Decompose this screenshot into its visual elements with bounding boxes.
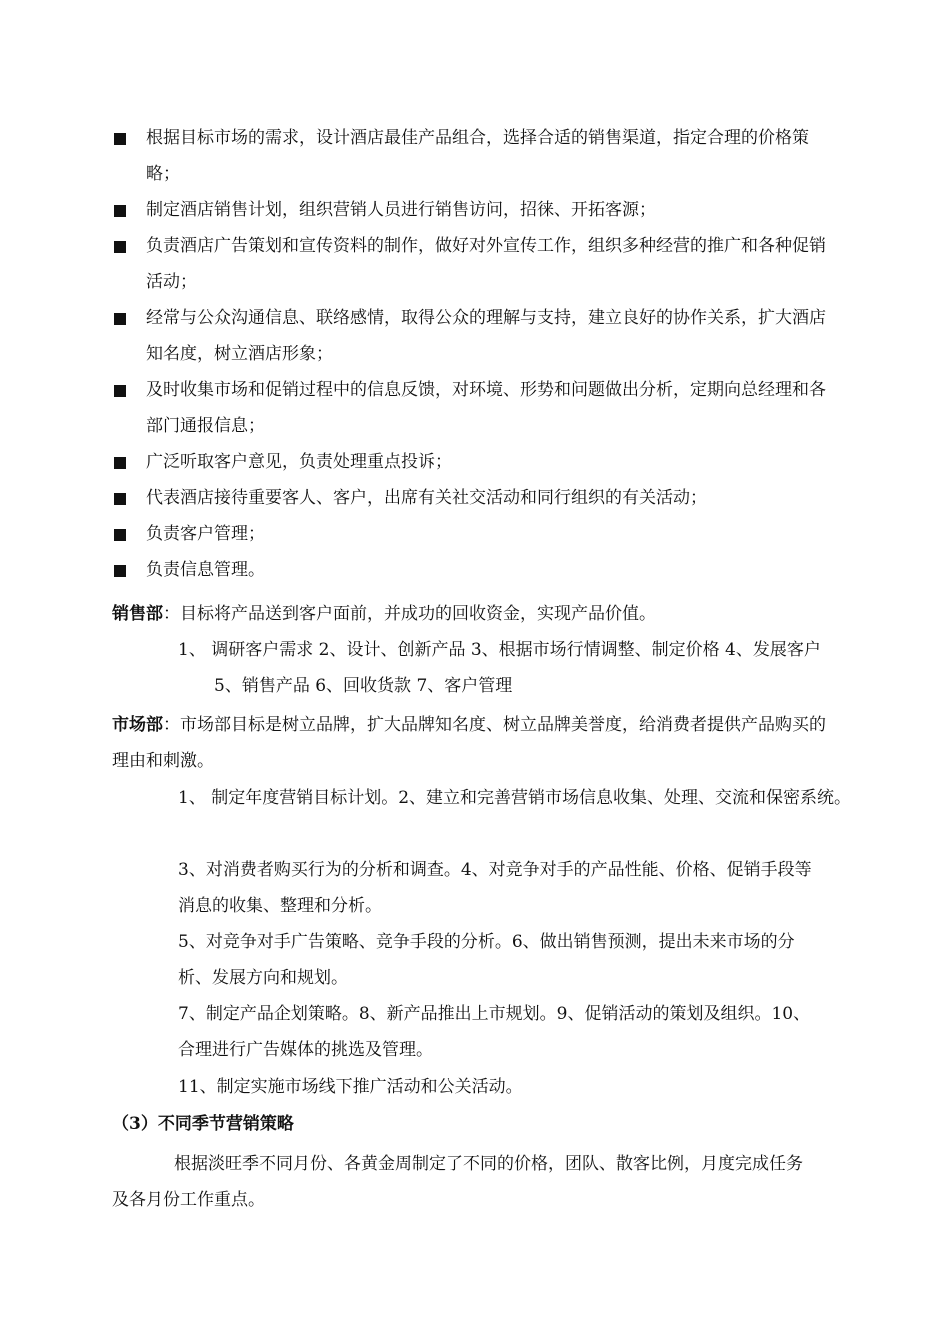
market-dept-text: ：市场部目标是树立品牌，扩大品牌知名度、树立品牌美誉度，给消费者提供产品购买的理由和刺激。 xyxy=(112,715,826,771)
list-item: 负责信息管理。 xyxy=(112,552,832,588)
responsibility-list xyxy=(112,120,832,588)
sales-tasks: 1、 调研客户需求 2、设计、创新产品 3、根据市场行情调整、制定价格 4、发展客户 5、销售产品 6、回收货款 7、客户管理 xyxy=(178,640,821,696)
list-item: 负责客户管理； xyxy=(112,516,832,552)
square-bullet-icon xyxy=(114,529,126,541)
list-item: 根据目标市场的需求，设计酒店最佳产品组合，选择合适的销售渠道，指定合理的价格策略； xyxy=(112,120,832,192)
market-task-11: 11、制定实施市场线下推广活动和公关活动。 xyxy=(178,1077,523,1097)
square-bullet-icon xyxy=(114,313,126,325)
market-dept-label: 市场部 xyxy=(112,715,163,735)
list-item: 制定酒店销售计划，组织营销人员进行销售访问，招徕、开拓客源； xyxy=(112,192,832,228)
square-bullet-icon xyxy=(114,133,126,145)
square-bullet-icon xyxy=(114,565,126,577)
list-item: 经常与公众沟通信息、联络感情，取得公众的理解与支持，建立良好的协作关系，扩大酒店知名度，树立酒店形象； xyxy=(112,300,832,372)
sales-dept-label: 销售部 xyxy=(112,604,163,624)
section-paragraph: 根据淡旺季不同月份、各黄金周制定了不同的价格，团队、散客比例，月度完成任务及各月份工作重点。 xyxy=(112,1154,803,1210)
market-task-7: 7、制定产品企划策略。8、新产品推出上市规划。9、促销活动的策划及组织。10、合理进行广告媒体的挑选及管理。 xyxy=(178,1004,811,1060)
list-item: 及时收集市场和促销过程中的信息反馈，对环境、形势和问题做出分析，定期向总经理和各部门通报信息； xyxy=(112,372,832,444)
square-bullet-icon xyxy=(114,457,126,469)
sales-dept-text: ：目标将产品送到客户面前，并成功的回收资金，实现产品价值。 xyxy=(163,604,656,624)
square-bullet-icon xyxy=(114,493,126,505)
square-bullet-icon xyxy=(114,241,126,253)
market-task-1: 1、 制定年度营销目标计划。2、建立和完善营销市场信息收集、处理、交流和保密系统。 xyxy=(178,788,852,808)
market-task-3: 3、对消费者购买行为的分析和调查。4、对竞争对手的产品性能、价格、促销手段等消息的收集、整理和分析。 xyxy=(178,860,812,916)
list-item: 负责酒店广告策划和宣传资料的制作，做好对外宣传工作，组织多种经营的推广和各种促销活动； xyxy=(112,228,832,300)
market-task-5: 5、对竞争对手广告策略、竞争手段的分析。6、做出销售预测，提出未来市场的分析、发展方向和规划。 xyxy=(178,932,795,988)
sales-dept-paragraph xyxy=(112,596,832,632)
market-dept-paragraph xyxy=(112,707,832,779)
square-bullet-icon xyxy=(114,385,126,397)
list-item: 广泛听取客户意见，负责处理重点投诉； xyxy=(112,444,832,480)
list-item: 代表酒店接待重要客人、客户，出席有关社交活动和同行组织的有关活动； xyxy=(112,480,832,516)
section-heading: （3）不同季节营销策略 xyxy=(112,1114,294,1134)
square-bullet-icon xyxy=(114,205,126,217)
